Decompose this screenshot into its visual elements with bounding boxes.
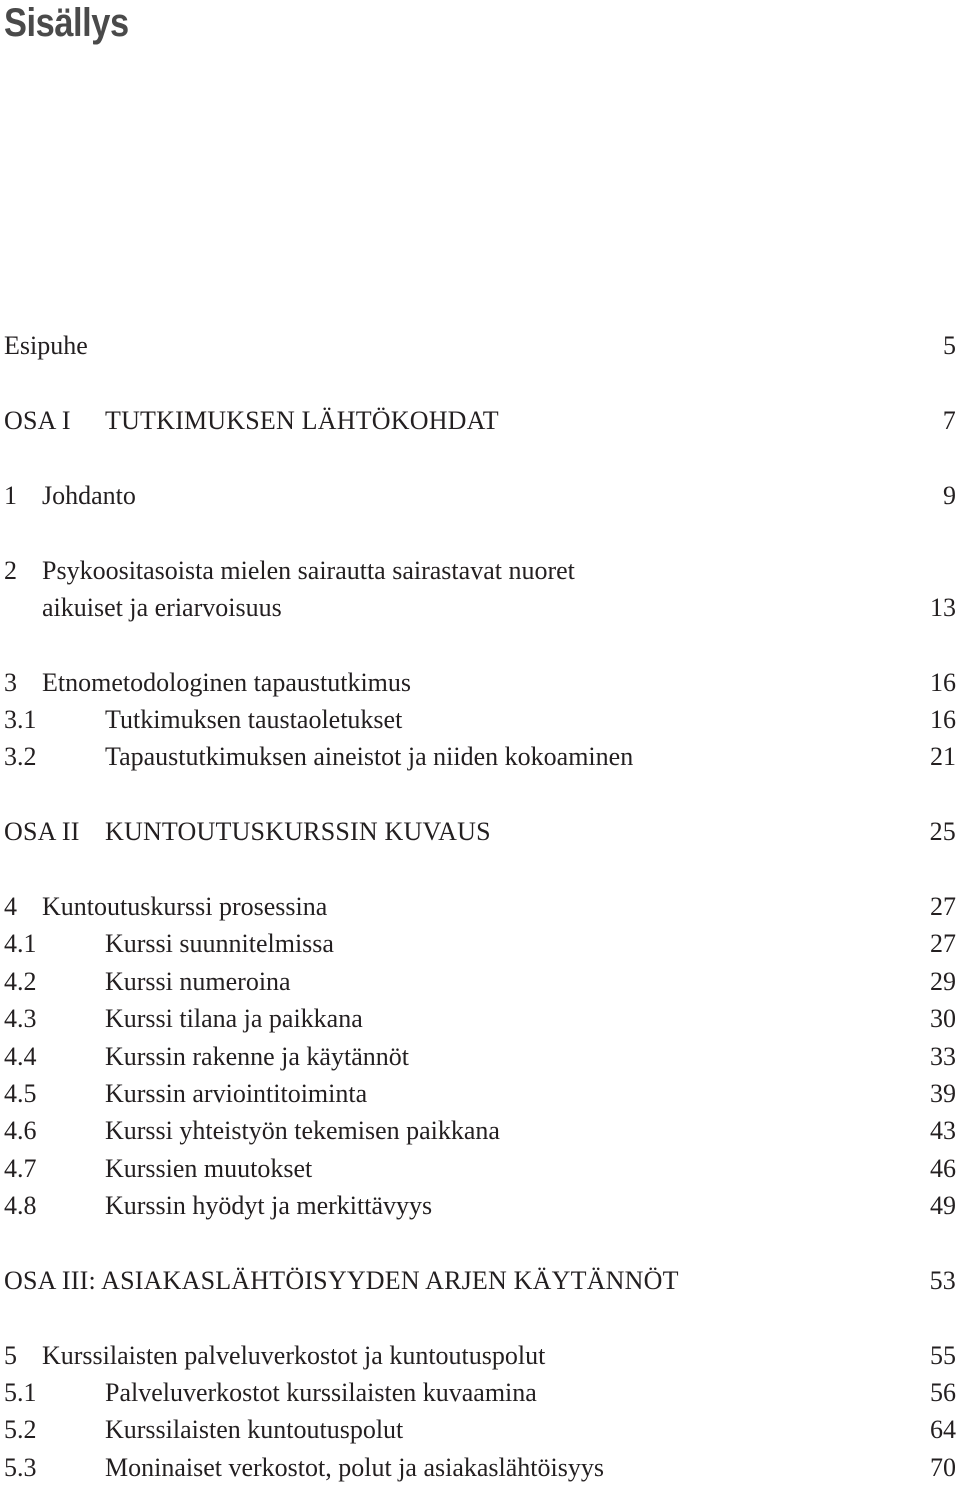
- toc-entry-page: 64: [930, 1415, 956, 1444]
- toc-entry-text: Kurssien muutokset: [105, 1154, 313, 1183]
- toc-entry-page: 53: [929, 1266, 956, 1295]
- toc-entry-text: Kurssilaisten palveluverkostot ja kuntoutuspolut: [42, 1341, 546, 1370]
- toc-entry-page: 43: [930, 1116, 956, 1145]
- toc-entry-number: 4.1: [4, 929, 37, 958]
- toc-entry-chapter-5[interactable]: [0, 1340, 960, 1372]
- toc-entry-text-line-2: aikuiset ja eriarvoisuus: [42, 593, 282, 622]
- toc-entry-section-5-2[interactable]: [0, 1414, 960, 1446]
- toc-entry-number: 4.5: [4, 1079, 37, 1108]
- toc-entry-section-4-3[interactable]: [0, 1003, 960, 1035]
- toc-entry-text: TUTKIMUKSEN LÄHTÖKOHDAT: [105, 406, 499, 435]
- toc-entry-page: 56: [930, 1378, 956, 1407]
- toc-entry-page: 27: [930, 892, 956, 921]
- toc-entry-number: 4.4: [4, 1042, 37, 1071]
- toc-entry-text: Esipuhe: [4, 331, 88, 360]
- toc-entry-section-4-1[interactable]: [0, 928, 960, 960]
- toc-entry-section-4-4[interactable]: [0, 1041, 960, 1073]
- toc-entry-text: Kurssi tilana ja paikkana: [105, 1004, 363, 1033]
- toc-entry-page: 16: [930, 705, 956, 734]
- toc-entry-text-line-1: Psykoositasoista mielen sairautta sairastavat nuoret: [42, 556, 575, 585]
- toc-entry-text: Moninaiset verkostot, polut ja asiakaslähtöisyys: [105, 1453, 604, 1482]
- toc-entry-number: 5.2: [4, 1415, 37, 1444]
- toc-entry-chapter-1[interactable]: [0, 480, 960, 512]
- toc-entry-chapter-2[interactable]: [0, 555, 960, 625]
- toc-entry-chapter-3[interactable]: [0, 667, 960, 699]
- toc-entry-page: 21: [930, 742, 956, 771]
- toc-entry-page: 49: [930, 1191, 956, 1220]
- toc-entry-page: 16: [930, 668, 956, 697]
- toc-entry-section-5-3[interactable]: [0, 1452, 960, 1484]
- toc-entry-section-3-2[interactable]: [0, 741, 960, 773]
- toc-entry-number: 5.1: [4, 1378, 37, 1407]
- toc-entry-text: OSA III: ASIAKASLÄHTÖISYYDEN ARJEN KÄYTÄNNÖT: [4, 1266, 679, 1295]
- toc-entry-text: Etnometodologinen tapaustutkimus: [42, 668, 412, 697]
- toc-entry-text: Johdanto: [42, 481, 136, 510]
- toc-entry-text: Kuntoutuskurssi prosessina: [42, 892, 328, 921]
- toc-entry-number: 2: [4, 556, 17, 585]
- toc-entry-page: 5: [943, 331, 956, 360]
- toc-entry-text: Kurssin rakenne ja käytännöt: [105, 1042, 409, 1071]
- toc-entry-text: Kurssin arviointitoiminta: [105, 1079, 368, 1108]
- toc-entry-section-5-1[interactable]: [0, 1377, 960, 1409]
- toc-entry-number: OSA II: [4, 817, 80, 846]
- toc-entry-text: Kurssin hyödyt ja merkittävyys: [105, 1191, 433, 1220]
- toc-entry-text: KUNTOUTUSKURSSIN KUVAUS: [105, 817, 491, 846]
- toc-entry-page: 39: [930, 1079, 956, 1108]
- toc-entry-number: 3.1: [4, 705, 37, 734]
- toc-entry-text: Kurssi yhteistyön tekemisen paikkana: [105, 1116, 500, 1145]
- toc-entry-text: Tutkimuksen taustaoletukset: [105, 705, 403, 734]
- toc-entry-osa-2[interactable]: [0, 816, 960, 848]
- toc-entry-page: 30: [930, 1004, 956, 1033]
- toc-entry-page: 29: [930, 967, 956, 996]
- toc-entry-text: Palveluverkostot kurssilaisten kuvaamina: [105, 1378, 537, 1407]
- toc-entry-section-4-7[interactable]: [0, 1153, 960, 1185]
- toc-entry-page: 70: [930, 1453, 956, 1482]
- toc-entry-osa-3[interactable]: [0, 1265, 960, 1297]
- toc-entry-number: OSA I: [4, 406, 71, 435]
- toc-entry-number: 3: [4, 668, 17, 697]
- toc-entry-page: 25: [929, 817, 956, 846]
- toc-entry-page: 7: [942, 406, 956, 435]
- toc-entry-text: Kurssi suunnitelmissa: [105, 929, 334, 958]
- toc-entry-text: Kurssilaisten kuntoutuspolut: [105, 1415, 404, 1444]
- toc-entry-number: 4.6: [4, 1116, 37, 1145]
- toc-entry-page: 13: [930, 593, 956, 622]
- toc-entry-page: 27: [930, 929, 956, 958]
- toc-entry-chapter-4[interactable]: [0, 891, 960, 923]
- toc-entry-section-4-2[interactable]: [0, 966, 960, 998]
- toc-entry-page: 33: [930, 1042, 956, 1071]
- toc-entry-number: 4: [4, 892, 17, 921]
- toc-entry-number: 4.8: [4, 1191, 37, 1220]
- toc-entry-number: 4.3: [4, 1004, 37, 1033]
- toc-entry-section-4-5[interactable]: [0, 1078, 960, 1110]
- toc-entry-number: 3.2: [4, 742, 37, 771]
- page-title: Sisällys: [4, 1, 129, 45]
- toc-entry-page: 46: [930, 1154, 956, 1183]
- toc-entry-text: [42, 555, 575, 624]
- toc-entry-number: 5: [4, 1341, 17, 1370]
- toc-entry-section-4-8[interactable]: [0, 1190, 960, 1222]
- toc-entry-esipuhe[interactable]: [0, 330, 960, 362]
- toc-entry-text: Tapaustutkimuksen aineistot ja niiden kokoaminen: [105, 742, 634, 771]
- toc-entry-osa-1[interactable]: [0, 405, 960, 437]
- toc-entry-number: 4.7: [4, 1154, 37, 1183]
- toc-entry-page: 9: [943, 481, 956, 510]
- toc-entry-number: 4.2: [4, 967, 37, 996]
- toc-entry-section-4-6[interactable]: [0, 1115, 960, 1147]
- toc-entry-page: 55: [930, 1341, 956, 1370]
- toc-entry-text: Kurssi numeroina: [105, 967, 291, 996]
- toc-entry-section-3-1[interactable]: [0, 704, 960, 736]
- toc-entry-number: 1: [4, 481, 17, 510]
- toc-entry-number: 5.3: [4, 1453, 37, 1482]
